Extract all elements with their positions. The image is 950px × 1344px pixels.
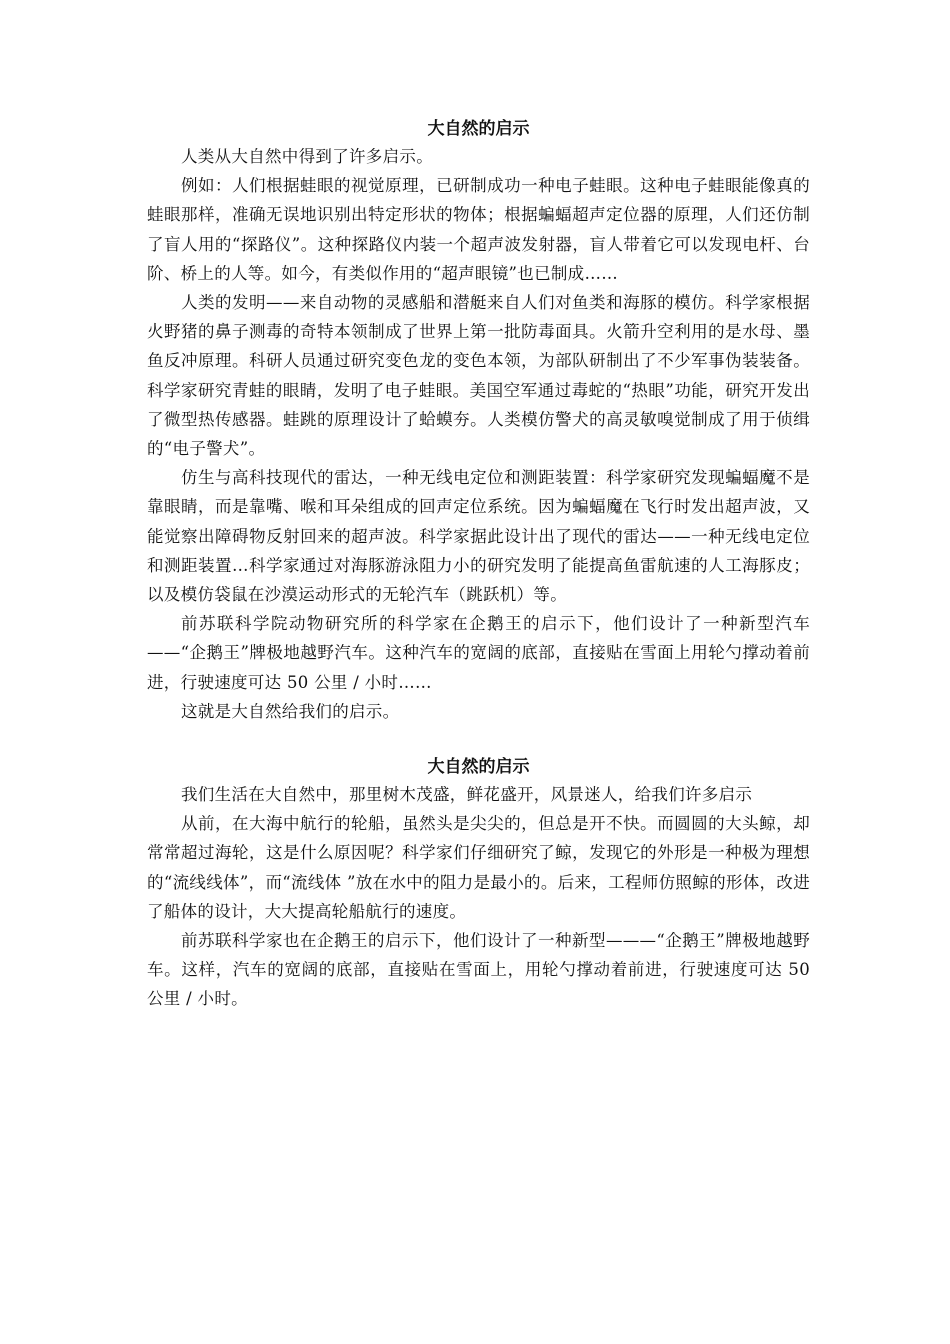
paragraph: 人类的发明——来自动物的灵感船和潜艇来自人们对鱼类和海豚的模仿。科学家根据火野猪的鼻子测毒的奇特本领制成了世界上第一批防毒面具。火箭升空利用的是水母、墨鱼反冲原理。科研人员通过研究变色龙的变色本领，为部队研制出了不少军事伪装装备。科学家研究青蛙的眼睛，发明了电子蛙眼。美国空军通过毒蛇的“热眼”功能，研究开发出了微型热传感器。蛙跳的原理设计了蛤蟆夯。人类模仿警犬的高灵敏嗅觉制成了用于侦缉的“电子警犬”。 [147, 293, 810, 459]
paragraph: 从前，在大海中航行的轮船，虽然头是尖尖的，但总是开不快。而圆圆的大头鲸，却常常超过海轮，这是什么原因呢？科学家们仔细研究了鲸，发现它的外形是一种极为理想的“流线线体”，而“流线体 ”放在水中的阻力是最小的。后来，工程师仿照鲸的形体，改进了船体的设计，大大提高轮船航行的速度。 [147, 814, 810, 921]
paragraph: 前苏联科学院动物研究所的科学家在企鹅王的启示下，他们设计了一种新型汽车——“企鹅王”牌极地越野汽车。这种汽车的宽阔的底部，直接贴在雪面上用轮勺撑动着前进，行驶速度可达 50 公里 / 小时…… [147, 614, 810, 692]
paragraph: 仿生与高科技现代的雷达，一种无线电定位和测距装置：科学家研究发现蝙蝠魔不是靠眼睛，而是靠嘴、喉和耳朵组成的回声定位系统。因为蝙蝠魔在飞行时发出超声波，又能觉察出障碍物反射回来的超声波。科学家据此设计出了现代的雷达——一种无线电定位和测距装置…科学家通过对海豚游泳阻力小的研究发明了能提高鱼雷航速的人工海豚皮；以及模仿袋鼠在沙漠运动形式的无轮汽车（跳跃机）等。 [147, 468, 810, 605]
paragraph: 人类从大自然中得到了许多启示。 [181, 147, 433, 166]
paragraph: 例如：人们根据蛙眼的视觉原理，已研制成功一种电子蛙眼。这种电子蛙眼能像真的蛙眼那样，准确无误地识别出特定形状的物体；根据蝙蝠超声定位器的原理，人们还仿制了盲人用的“探路仪”。这种探路仪内装一个超声波发射器，盲人带着它可以发现电杆、台阶、桥上的人等。如今，有类似作用的“超声眼镜”也已制成…… [147, 176, 810, 283]
paragraph: 我们生活在大自然中，那里树木茂盛，鲜花盛开，风景迷人，给我们许多启示 [181, 785, 753, 805]
document-page [147, 118, 810, 1014]
article-1 [147, 118, 810, 726]
article-title: 大自然的启示 [427, 757, 530, 778]
article-title: 大自然的启示 [427, 119, 530, 139]
article-2 [147, 756, 810, 1014]
paragraph: 前苏联科学家也在企鹅王的启示下，他们设计了一种新型———“企鹅王”牌极地越野车。这样，汽车的宽阔的底部，直接贴在雪面上，用轮勺撑动着前进，行驶速度可达 50 公里 / 小时。 [147, 931, 810, 1009]
paragraph: 这就是大自然给我们的启示。 [181, 701, 400, 721]
